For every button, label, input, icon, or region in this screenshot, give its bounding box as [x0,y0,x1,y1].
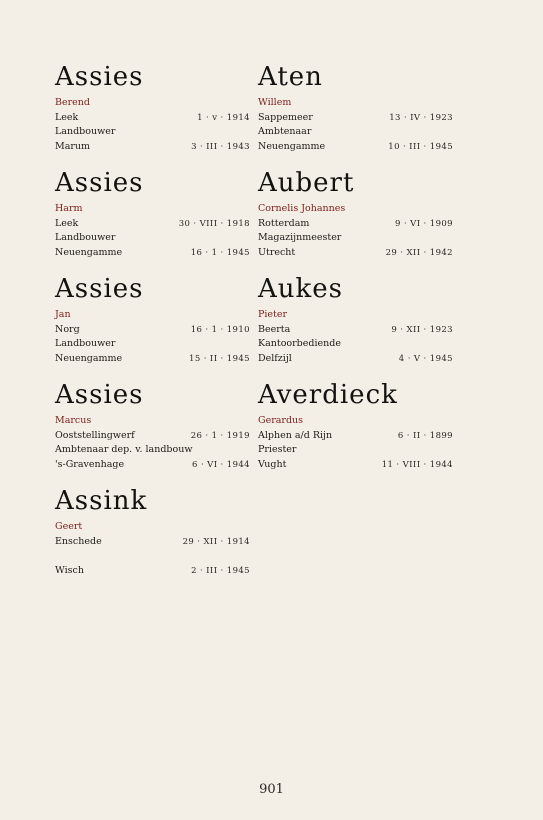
death-date: 11 · VIII · 1944 [381,459,453,470]
birthplace: Leek [55,111,79,123]
entry-line [55,564,250,579]
entry-line [258,429,453,444]
entry-line [258,308,453,323]
entry-line [55,125,250,140]
entry-line [258,202,453,217]
birth-date: 13 · IV · 1923 [389,112,453,123]
occupation: Landbouwer [55,338,116,349]
entry-line [55,520,250,535]
death-date: 10 · III · 1945 [388,141,453,152]
entry-line [258,217,453,232]
entry-line [258,414,453,429]
death-date: 2 · III · 1945 [191,565,250,576]
birthplace: Enschede [55,535,102,547]
surname-heading: Averdieck [258,380,398,410]
birthplace: Rotterdam [258,217,310,229]
entry-line [258,458,453,473]
first-name: Jan [55,309,71,320]
place-of-death: Utrecht [258,246,296,258]
birth-date: 1 · v · 1914 [197,112,250,123]
entry-line [55,217,250,232]
place-of-death: Neuengamme [258,140,326,152]
surname-heading: Aukes [258,274,344,304]
surname-heading: Aubert [258,168,355,198]
surname-heading: Assies [55,380,144,410]
birthplace: Alphen a/d Rijn [258,429,333,441]
birth-date: 26 · 1 · 1919 [190,430,250,441]
first-name: Berend [55,97,90,108]
left-column [55,60,250,590]
birth-date: 6 · II · 1899 [397,430,453,441]
birthplace: Norg [55,323,80,335]
entry-line [55,231,250,246]
birthplace: Beerta [258,323,291,335]
entry-line [258,337,453,352]
entry-line [258,111,453,126]
place-of-death: Neuengamme [55,246,123,258]
name-entry [55,484,250,578]
birth-date: 29 · XII · 1914 [182,536,250,547]
name-entry [258,60,453,154]
name-entry [55,378,250,472]
entry-line [55,202,250,217]
occupation: Magazijnmeester [258,232,342,243]
entry-line [258,96,453,111]
first-name: Gerardus [258,415,304,426]
first-name: Harm [55,203,83,214]
surname-heading: Aten [258,62,323,92]
entry-line [258,125,453,140]
place-of-death: Wisch [55,564,84,576]
right-column [258,60,453,484]
entry-line [258,352,453,367]
occupation: Priester [258,444,297,455]
name-entry [258,166,453,260]
first-name: Geert [55,521,83,532]
occupation: Ambtenaar dep. v. landbouw [55,444,193,455]
death-date: 4 · V · 1945 [398,353,453,364]
birth-date: 16 · 1 · 1910 [190,324,250,335]
entry-line [55,458,250,473]
place-of-death: Marum [55,140,91,152]
name-entry [258,272,453,366]
place-of-death: Delfzijl [258,352,292,364]
entry-line [258,246,453,261]
name-entry [55,272,250,366]
entry-line [55,140,250,155]
entry-line [55,308,250,323]
birthplace: Leek [55,217,79,229]
first-name: Pieter [258,309,288,320]
occupation: Ambtenaar [258,126,312,137]
birth-date: 9 · XII · 1923 [391,324,453,335]
first-name: Willem [258,97,292,108]
name-entry [55,166,250,260]
place-of-death: Neuengamme [55,352,123,364]
entry-line [55,414,250,429]
name-entry [55,60,250,154]
occupation: Kantoorbediende [258,338,341,349]
entry-line [55,323,250,338]
entry-line [258,323,453,338]
birth-date: 9 · VI · 1909 [395,218,453,229]
surname-heading: Assies [55,62,144,92]
first-name: Cornelis Johannes [258,203,346,214]
entry-line [55,352,250,367]
entry-line [55,111,250,126]
entry-line [258,443,453,458]
place-of-death: 's-Gravenhage [55,458,125,470]
death-date: 16 · 1 · 1945 [190,247,250,258]
surname-heading: Assies [55,274,144,304]
death-date: 3 · III · 1943 [191,141,250,152]
death-date: 6 · VI · 1944 [192,459,250,470]
entry-line [55,549,250,564]
entry-line [55,246,250,261]
occupation: Landbouwer [55,126,116,137]
death-date: 15 · II · 1945 [189,353,250,364]
entry-line [258,140,453,155]
surname-heading: Assink [55,486,148,516]
birth-date: 30 · VIII · 1918 [178,218,250,229]
place-of-death: Vught [258,458,287,470]
death-date: 29 · XII · 1942 [385,247,453,258]
name-entry [258,378,453,472]
entry-line [55,96,250,111]
entry-line [55,337,250,352]
entry-line [258,231,453,246]
entry-line [55,429,250,444]
surname-heading: Assies [55,168,144,198]
page-number: 901 [259,782,284,797]
first-name: Marcus [55,415,92,426]
entry-line [55,535,250,550]
occupation: Landbouwer [55,232,116,243]
birthplace: Sappemeer [258,111,313,123]
birthplace: Ooststellingwerf [55,429,135,441]
entry-line [55,443,250,458]
